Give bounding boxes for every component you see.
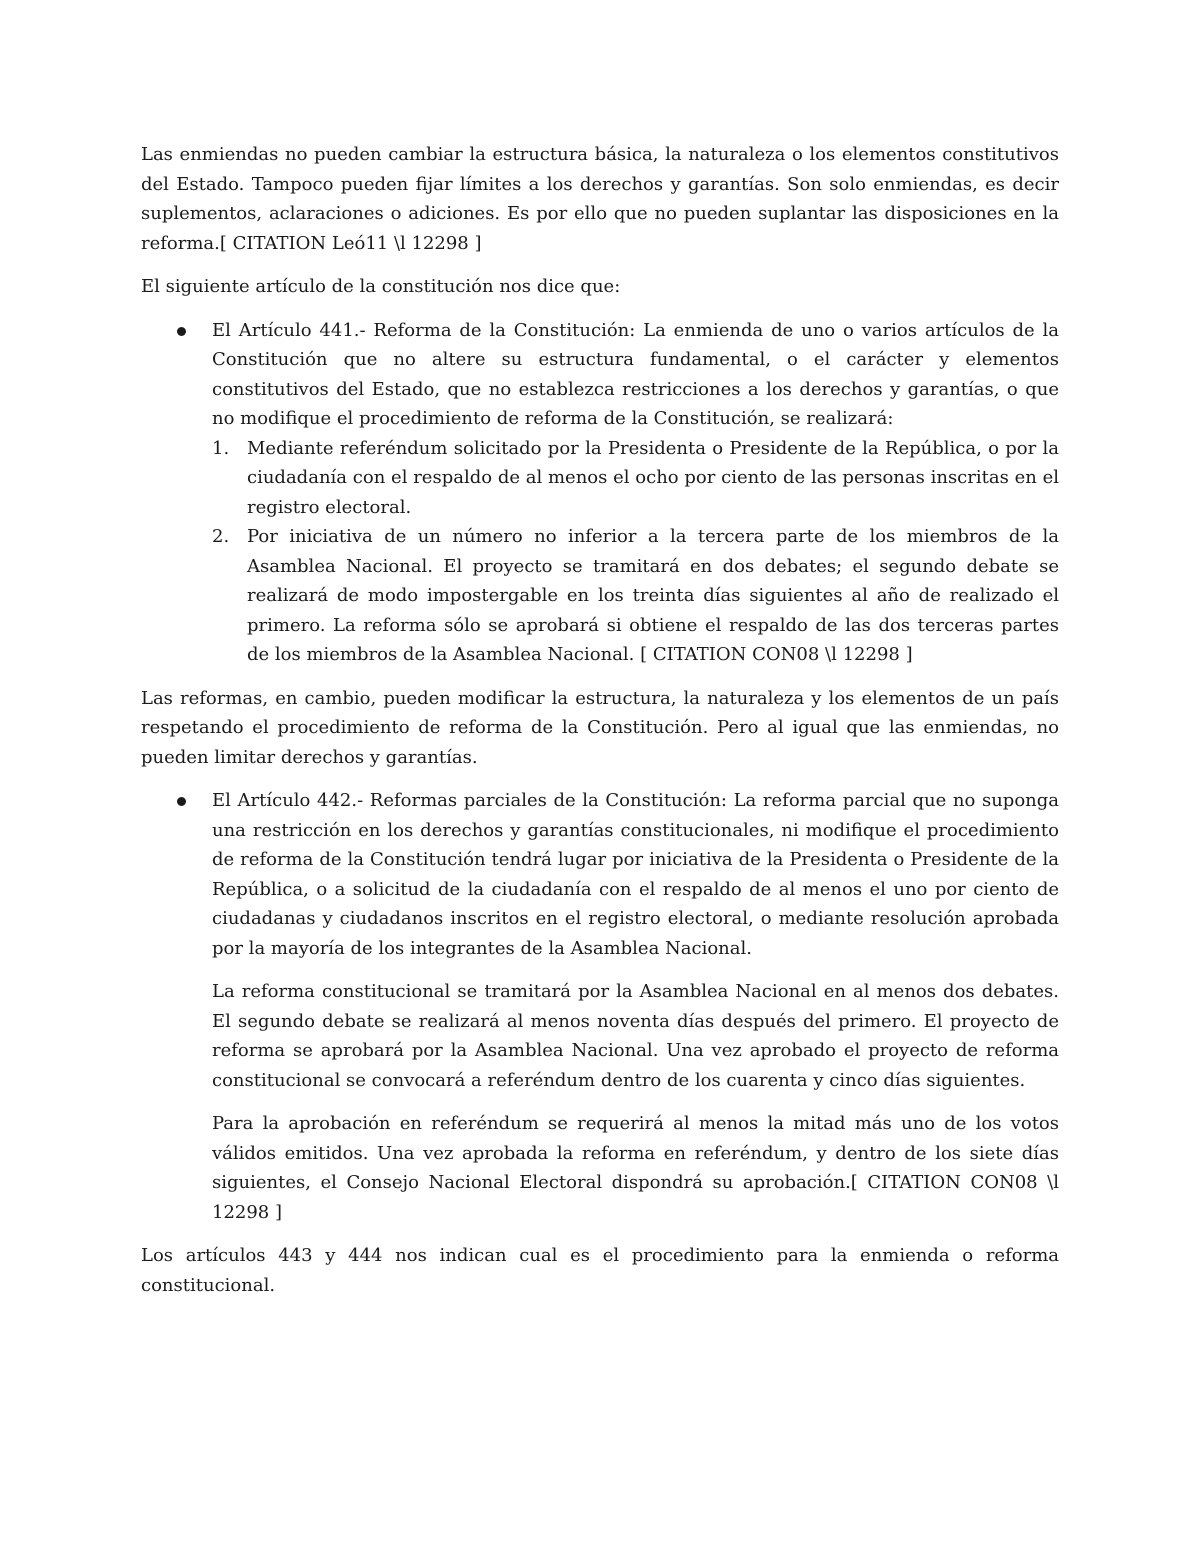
article-441-numbered-list — [212, 434, 1059, 670]
article-442-followup-1: La reforma constitucional se tramitará por la Asamblea Nacional en al menos dos debates. El segundo debate se realizará al menos noventa días después del primero. El proyecto de reforma se aprobará por la Asamblea Nacional. Una vez aprobado el proyecto de reforma constitucional se convocará a referéndum dentro de los cuarenta y cinco días siguientes. — [212, 981, 1059, 1091]
bullet-icon — [177, 797, 186, 806]
list-item — [212, 522, 1059, 670]
list-item — [212, 434, 1059, 523]
document-page — [141, 140, 1059, 1314]
bullet-article-442 — [141, 786, 1059, 963]
bullet-article-441 — [141, 316, 1059, 670]
closing-paragraph: Los artículos 443 y 444 nos indican cual es el procedimiento para la enmienda o reforma constitucional. — [141, 1245, 1059, 1296]
list-item-number: 1. — [212, 437, 230, 459]
article-intro-paragraph: El siguiente artículo de la constitución nos dice que: — [141, 276, 621, 297]
list-item-text: Por iniciativa de un número no inferior a la tercera parte de los miembros de la Asamblea Nacional. El proyecto se tramitará en dos debates; el segundo debate se realizará de modo impostergable en los treinta días siguientes al año de realizado el primero. La reforma sólo se aprobará si obtiene el respaldo de las dos terceras partes de los miembros de la Asamblea Nacional. [ CITATION CON08 \l 12298 ] — [247, 526, 1059, 665]
list-item-number: 2. — [212, 526, 230, 547]
intro-paragraph: Las enmiendas no pueden cambiar la estructura básica, la naturaleza o los elementos constitutivos del Estado. Tampoco pueden fijar límites a los derechos y garantías. Son solo enmiendas, es decir suplementos, aclaraciones o adiciones. Es por ello que no pueden suplantar las disposiciones en la reforma.[ CITATION Leó11 \l 12298 ] — [141, 144, 1059, 254]
article-442-followup-2: Para la aprobación en referéndum se requerirá al menos la mitad más uno de los votos válidos emitidos. Una vez aprobada la reforma en referéndum, y dentro de los siete días siguientes, el Consejo Nacional Electoral dispondrá su aprobación.[ CITATION CON08 \l 12298 ] — [212, 1113, 1059, 1223]
reforms-paragraph: Las reformas, en cambio, pueden modificar la estructura, la naturaleza y los elementos de un país respetando el procedimiento de reforma de la Constitución. Pero al igual que las enmiendas, no pueden limitar derechos y garantías. — [141, 687, 1059, 768]
list-item-text: Mediante referéndum solicitado por la Presidenta o Presidente de la República, o por la ciudadanía con el respaldo de al menos el ocho por ciento de las personas inscritas en el registro electoral. — [247, 437, 1059, 518]
bullet-icon — [177, 327, 186, 336]
article-441-text: El Artículo 441.- Reforma de la Constitución: La enmienda de uno o varios artículos de la Constitución que no altere su estructura fundamental, o el carácter y elementos constitutivos del Estado, que no establezca restricciones a los derechos y garantías, o que no modifique el procedimiento de reforma de la Constitución, se realizará: — [212, 319, 1059, 429]
article-442-text: El Artículo 442.- Reformas parciales de la Constitución: La reforma parcial que no suponga una restricción en los derechos y garantías constitucionales, ni modifique el procedimiento de reforma de la Constitución tendrá lugar por iniciativa de la Presidenta o Presidente de la República, o a solicitud de la ciudadanía con el respaldo de al menos el uno por ciento de ciudadanas y ciudadanos inscritos en el registro electoral, o mediante resolución aprobada por la mayoría de los integrantes de la Asamblea Nacional. — [212, 790, 1059, 959]
